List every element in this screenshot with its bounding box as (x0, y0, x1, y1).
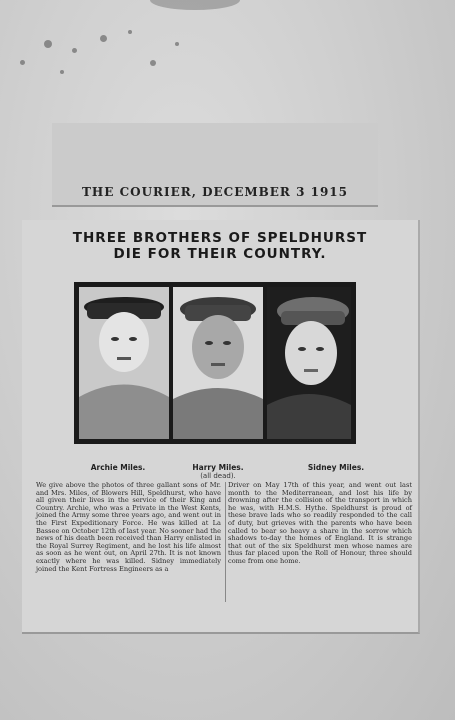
caption-harry: Harry Miles. (192, 463, 244, 472)
portrait-sidney (267, 287, 351, 439)
portrait-archie (79, 287, 169, 439)
headline-line-2: DIE FOR THEIR COUNTRY. (113, 246, 327, 262)
column-divider (225, 482, 226, 602)
stain-spot (72, 48, 77, 53)
stain-spot (128, 30, 132, 34)
stain-spot (175, 42, 179, 46)
article-column-1: We give above the photos of three gallant sons of Mr. and Mrs. Miles, of Blowers Hill, Speldhurst, who have all given their lives in the service of their King and Country. Archie, who was a Private in the West Kents, joined the Army some three years ago, and went out in the First Expeditionary Force. He was killed at La Bassee on October 12th of last year. No sooner had the news of his death been received than Harry enlisted in the Royal Surrey Regiment, and he lost his life almost as soon as he went out, on April 27th. It is not known exactly where he was killed. Sidney immediately joined the Kent Fortress Engineers as a (36, 481, 221, 573)
headline-line-1: THREE BROTHERS OF SPELDHURST (72, 230, 368, 246)
caption-harry-note: (all dead). (200, 472, 236, 480)
portrait-harry (173, 287, 263, 439)
masthead-text: THE COURIER, DECEMBER 3 1915 (81, 185, 349, 199)
article-column-2: Driver on May 17th of this year, and went out last month to the Mediterranean, and lost his life by drowning after the collision of the transport in which he was, with H.M.S. Hythe. Speldhurst is proud of these brave lads who so readily responded to the call of duty, but grieves with the parents who have been called to bear so heavy a share in the sorrow which shadows to-day the homes of England. It is strange that out of the six Speldhurst men whose names are thus far placed upon the Roll of Honour, three should come from one home. (228, 481, 412, 565)
masthead-clipping (52, 123, 378, 207)
photo-strip (74, 282, 356, 444)
stain-spot (150, 60, 156, 66)
caption-archie: Archie Miles. (90, 463, 146, 472)
stain-spot (100, 35, 107, 42)
top-shadow (150, 0, 240, 10)
stain-spot (20, 60, 25, 65)
stain-spot (60, 70, 64, 74)
caption-sidney: Sidney Miles. (307, 463, 365, 472)
stain-spot (44, 40, 52, 48)
article-clipping (22, 220, 420, 634)
